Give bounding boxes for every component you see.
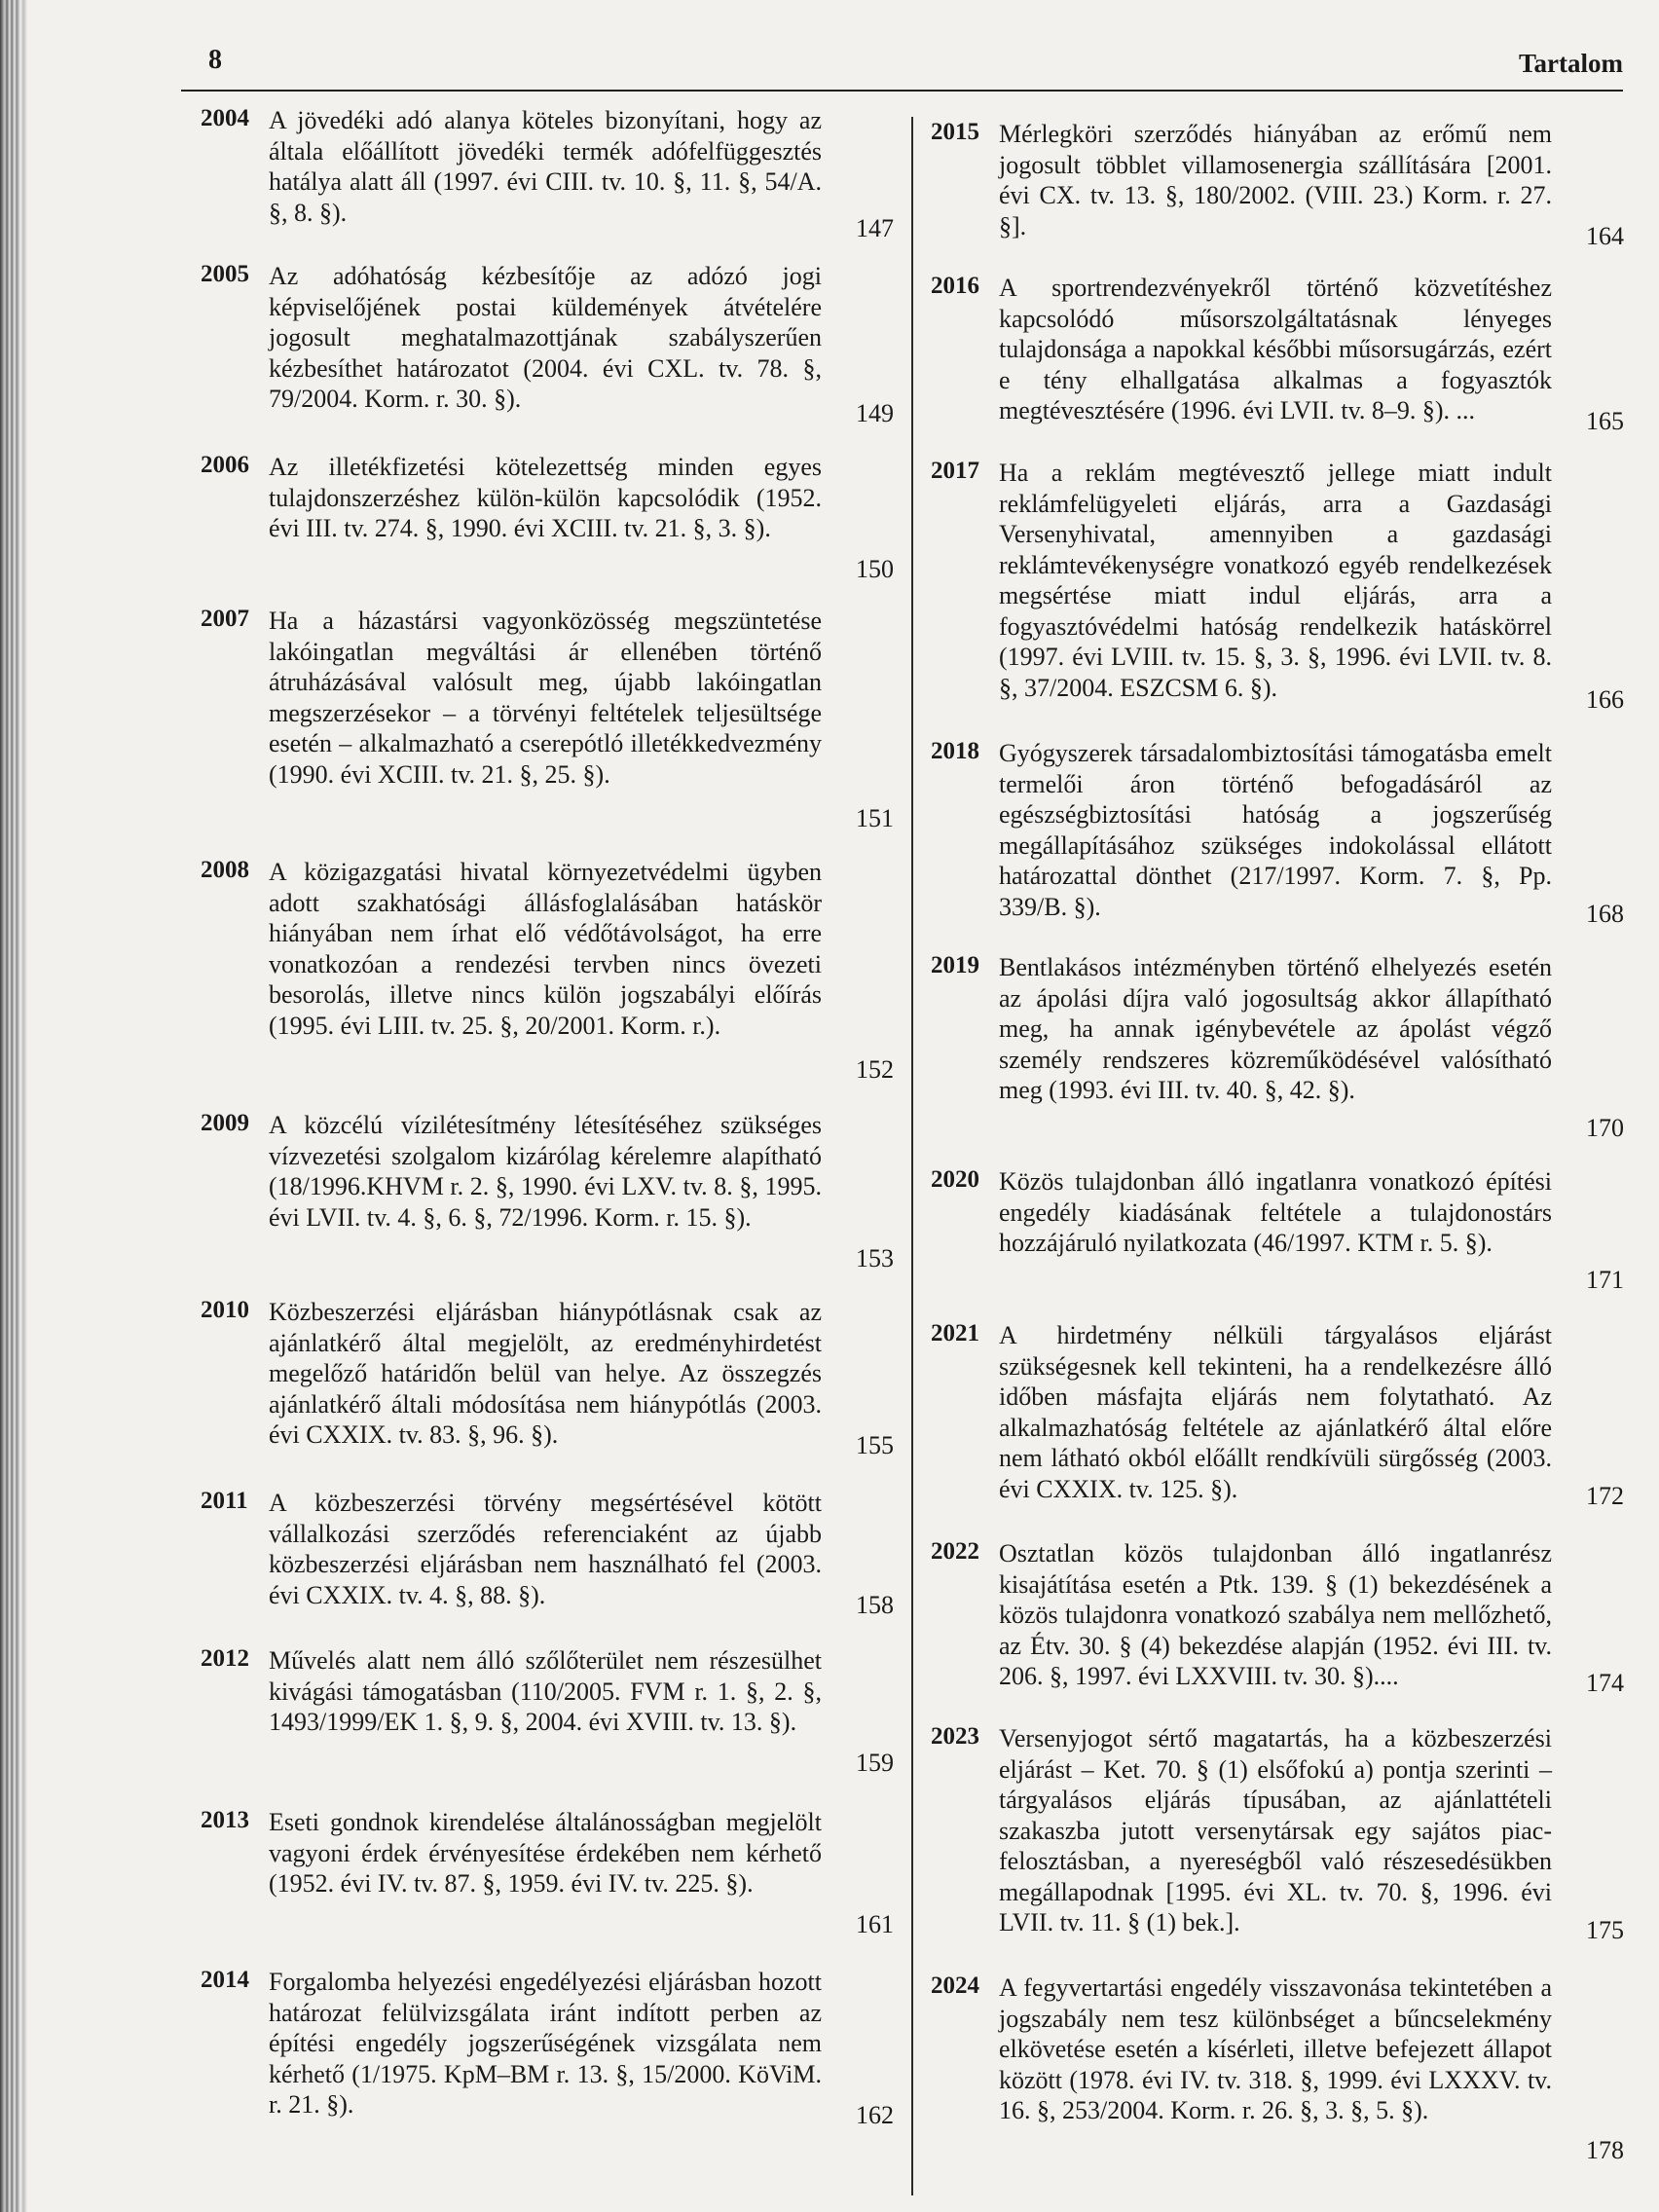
- toc-entry: [931, 1320, 1624, 1509]
- entry-number: 2007: [201, 606, 249, 632]
- entry-number: 2020: [931, 1166, 979, 1193]
- page-number: 8: [208, 45, 222, 75]
- toc-entry: [201, 1807, 894, 1937]
- toc-entry: [931, 952, 1624, 1141]
- toc-entry: [931, 273, 1624, 434]
- entry-title: A jövedéki adó alanya köteles bizonyítani, hogy az általa előállított jövedéki termék adófelfüggesztés hatálya alatt áll (1997. évi CIII. tv. 10. §, 11. §, 54/A. §, 8. §).: [269, 106, 822, 227]
- toc-entry: [201, 452, 894, 582]
- entry-page: 170: [1586, 1114, 1624, 1142]
- entry-title: A közbeszerzési törvény megsértésével kötött vállalkozási szerződés referenciaként az újabb közbeszerzési eljárásban nem használható fel (2003. évi CXXIX. tv. 4. §, 88. §).: [269, 1489, 822, 1609]
- toc-entry: [931, 1723, 1624, 1943]
- entry-number: 2009: [201, 1110, 249, 1136]
- toc-entry: [201, 1297, 894, 1458]
- entry-page: 178: [1586, 2136, 1624, 2164]
- entry-number: 2022: [931, 1538, 979, 1565]
- toc-entry: [931, 119, 1624, 249]
- entry-page: 155: [856, 1431, 894, 1459]
- entry-page: 161: [856, 1910, 894, 1938]
- entry-page: 149: [856, 399, 894, 427]
- entry-title: Forgalomba helyezési engedélyezési eljárásban hozott határozat felülvizsgálata iránt indított perben az építési engedély jogszerűségének vizsgálata nem kérhető (1/1975. KpM–BM r. 13. §, 15/2000. KöViM. r. 21. §).: [269, 1968, 822, 2119]
- toc-entry: [931, 1972, 1624, 2163]
- entry-number: 2018: [931, 738, 979, 764]
- entry-number: 2016: [931, 273, 979, 299]
- entry-number: 2023: [931, 1723, 979, 1750]
- entry-page: 152: [856, 1055, 894, 1084]
- toc-entry: [931, 738, 1624, 927]
- column-divider: [911, 117, 913, 2195]
- entry-number: 2012: [201, 1645, 249, 1672]
- entry-page: 172: [1586, 1482, 1624, 1510]
- entry-page: 150: [856, 555, 894, 583]
- entry-number: 2010: [201, 1297, 249, 1323]
- entry-title: Versenyjogot sértő magatartás, ha a közbeszerzési eljárást – Ket. 70. § (1) elsőfokú a) pontja szerinti – tárgyalásos eljárás típusában, az ajánlattételi szakaszba jutott versenytársak egy sajátos piac-felosztásban, a nyereségből való részesedésükben megállapodnak [1995. évi XL. tv. 70. §, 1996. évi LVII. tv. 11. § (1) bek.].: [999, 1724, 1552, 1936]
- entry-number: 2005: [201, 261, 249, 287]
- entry-number: 2017: [931, 458, 979, 484]
- entry-title: Művelés alatt nem álló szőlőterület nem részesülhet kivágási támogatásban (110/2005. FVM r. 1. §, 2. §, 1493/1999/EK 1. §, 9. §, 2004. évi XVIII. tv. 13. §).: [269, 1646, 822, 1736]
- toc-entry: [201, 606, 894, 831]
- entry-number: 2024: [931, 1972, 979, 1999]
- entry-page: 174: [1586, 1669, 1624, 1697]
- entry-page: 151: [856, 804, 894, 832]
- entry-page: 164: [1586, 222, 1624, 250]
- entry-number: 2021: [931, 1320, 979, 1346]
- entry-page: 166: [1586, 685, 1624, 714]
- toc-entry: [201, 261, 894, 426]
- toc-entry: [931, 458, 1624, 713]
- entry-title: Bentlakásos intézményben történő elhelyezés esetén az ápolási díjra való jogosultság akkor állapítható meg, ha annak igénybevétele az ápolást végző személy rendszeres közreműködésével valósítható meg (1993. évi III. tv. 40. §, 42. §).: [999, 953, 1552, 1104]
- entry-page: 175: [1586, 1916, 1624, 1944]
- toc-entry: [201, 1967, 894, 2128]
- entry-title: Az adóhatóság kézbesítője az adózó jogi képviselőjének postai küldemények átvételére jogosult meghatalmazottjának szabályszerűen kézbesíthet határozatot (2004. évi CXL. tv. 78. §, 79/2004. Korm. r. 30. §).: [269, 262, 822, 413]
- entry-number: 2014: [201, 1967, 249, 1993]
- entry-title: Mérlegköri szerződés hiányában az erőmű nem jogosult többlet villamosenergia szállítására [2001. évi CX. tv. 13. §, 180/2002. (VIII. 23.) Korm. r. 27. §].: [999, 120, 1552, 240]
- entry-page: 159: [856, 1749, 894, 1777]
- entry-number: 2004: [201, 105, 249, 131]
- entry-page: 147: [856, 214, 894, 242]
- toc-entry: [201, 1110, 894, 1272]
- toc-entry: [201, 1645, 894, 1776]
- toc-entry: [931, 1166, 1624, 1293]
- running-header: [181, 43, 1623, 92]
- entry-title: Közös tulajdonban álló ingatlanra vonatkozó építési engedély kiadásának feltétele a tulajdonostárs hozzájáruló nyilatkozata (46/1997. KTM r. 5. §).: [999, 1167, 1552, 1257]
- document-page: [27, 0, 1659, 2212]
- entry-title: Osztatlan közös tulajdonban álló ingatlanrész kisajátítása esetén a Ptk. 139. § (1) bekezdésének a közös tulajdonra vonatkozó szabálya nem mellőzhető, az Étv. 30. § (4) bekezdése alapján (1952. évi III. tv. 206. §, 1997. évi LXXVIII. tv. 30. §)....: [999, 1539, 1552, 1690]
- toc-entry: [201, 1488, 894, 1618]
- toc-entry: [201, 105, 894, 241]
- entry-number: 2011: [201, 1488, 248, 1514]
- section-title: Tartalom: [1519, 49, 1623, 78]
- entry-number: 2019: [931, 952, 979, 978]
- entry-page: 162: [856, 2101, 894, 2129]
- entry-page: 171: [1586, 1266, 1624, 1294]
- entry-page: 165: [1586, 407, 1624, 435]
- entry-number: 2013: [201, 1807, 249, 1833]
- entry-title: Az illetékfizetési kötelezettség minden egyes tulajdonszerzéshez külön-külön kapcsolódik (1952. évi III. tv. 274. §, 1990. évi XCIII. tv. 21. §, 3. §).: [269, 453, 822, 542]
- entry-title: Ha a házastársi vagyonközösség megszüntetése lakóingatlan megváltási ár ellenében történő átruházásával valósult meg, újabb lakóingatlan megszerzésekor – a törvényi feltételek teljesültsége esetén – alkalmazható a cserepótló illetékkedvezmény (1990. évi XCIII. tv. 21. §, 25. §).: [269, 607, 822, 789]
- book-page-edges: [0, 0, 27, 2212]
- entry-page: 168: [1586, 900, 1624, 928]
- entry-title: A hirdetmény nélküli tárgyalásos eljárást szükségesnek kell tekinteni, ha a rendelkezésre álló időben másfajta eljárás nem folytatható. Az alkalmazhatóság feltétele az ajánlatkérő által előre nem látható okból előállt rendkívüli sürgősség (2003. évi CXXIX. tv. 125. §).: [999, 1321, 1552, 1503]
- entry-title: Közbeszerzési eljárásban hiánypótlásnak csak az ajánlatkérő által megjelölt, az eredményhirdetést megelőző határidőn belül van helye. Az összegzés ajánlatkérő általi módosítása nem hiánypótlás (2003. évi CXXIX. tv. 83. §, 96. §).: [269, 1298, 822, 1449]
- toc-entry: [931, 1538, 1624, 1696]
- entry-title: Ha a reklám megtévesztő jellege miatt indult reklámfelügyeleti eljárás, arra a Gazdasági Versenyhivatal, amennyiben a gazdasági reklámtevékenységre vonatkozó egyéb rendelkezések megsértése miatt indul eljárás, arra a fogyasztóvédelmi hatóság rendelkezik hatáskörrel (1997. évi LVIII. tv. 15. §, 3. §, 1996. évi LVII. tv. 8. §, 37/2004. ESZCSM 6. §).: [999, 459, 1552, 702]
- entry-title: A fegyvertartási engedély visszavonása tekintetében a jogszabály nem tesz különbséget a bűncselekmény elkövetése esetén a kísérleti, illetve befejezett állapot között (1978. évi IV. tv. 318. §, 1999. évi LXXXV. tv. 16. §, 253/2004. Korm. r. 26. §, 3. §, 5. §).: [999, 1973, 1552, 2124]
- entry-title: A közcélú vízilétesítmény létesítéséhez szükséges vízvezetési szolgalom kizárólag kérelemre alapítható (18/1996.KHVM r. 2. §, 1990. évi LXV. tv. 8. §, 1995. évi LVII. tv. 4. §, 6. §, 72/1996. Korm. r. 15. §).: [269, 1111, 822, 1232]
- toc-entry: [201, 857, 894, 1083]
- entry-page: 153: [856, 1244, 894, 1272]
- entry-title: A sportrendezvényekről történő közvetítéshez kapcsolódó műsorszolgáltatásnak lényeges tulajdonsága a napokkal későbbi műsorsugárzás, ezért e tény elhallgatása alkalmas a fogyasztók megtévesztésére (1996. évi LVII. tv. 8–9. §). ...: [999, 274, 1552, 424]
- entry-number: 2015: [931, 119, 979, 145]
- entry-title: Gyógyszerek társadalombiztosítási támogatásba emelt termelői áron történő befogadásáról az egészségbiztosítási hatóság a jogszerűség megállapításához szükséges indokolással ellátott határozattal dönthet (217/1997. Korm. 7. §, Pp. 339/B. §).: [999, 739, 1552, 921]
- entry-number: 2008: [201, 857, 249, 883]
- entry-page: 158: [856, 1591, 894, 1619]
- entry-title: Eseti gondnok kirendelése általánosságban megjelölt vagyoni érdek érvényesítése érdekében nem kérhető (1952. évi IV. tv. 87. §, 1959. évi IV. tv. 225. §).: [269, 1808, 822, 1898]
- entry-number: 2006: [201, 452, 249, 478]
- entry-title: A közigazgatási hivatal környezetvédelmi ügyben adott szakhatósági állásfoglalásában hatáskör hiányában nem írhat elő védőtávolságot, ha erre vonatkozóan a rendezési tervben nincs övezeti besorolás, illetve nincs külön jogszabályi előírás (1995. évi LIII. tv. 25. §, 20/2001. Korm. r.).: [269, 858, 822, 1040]
